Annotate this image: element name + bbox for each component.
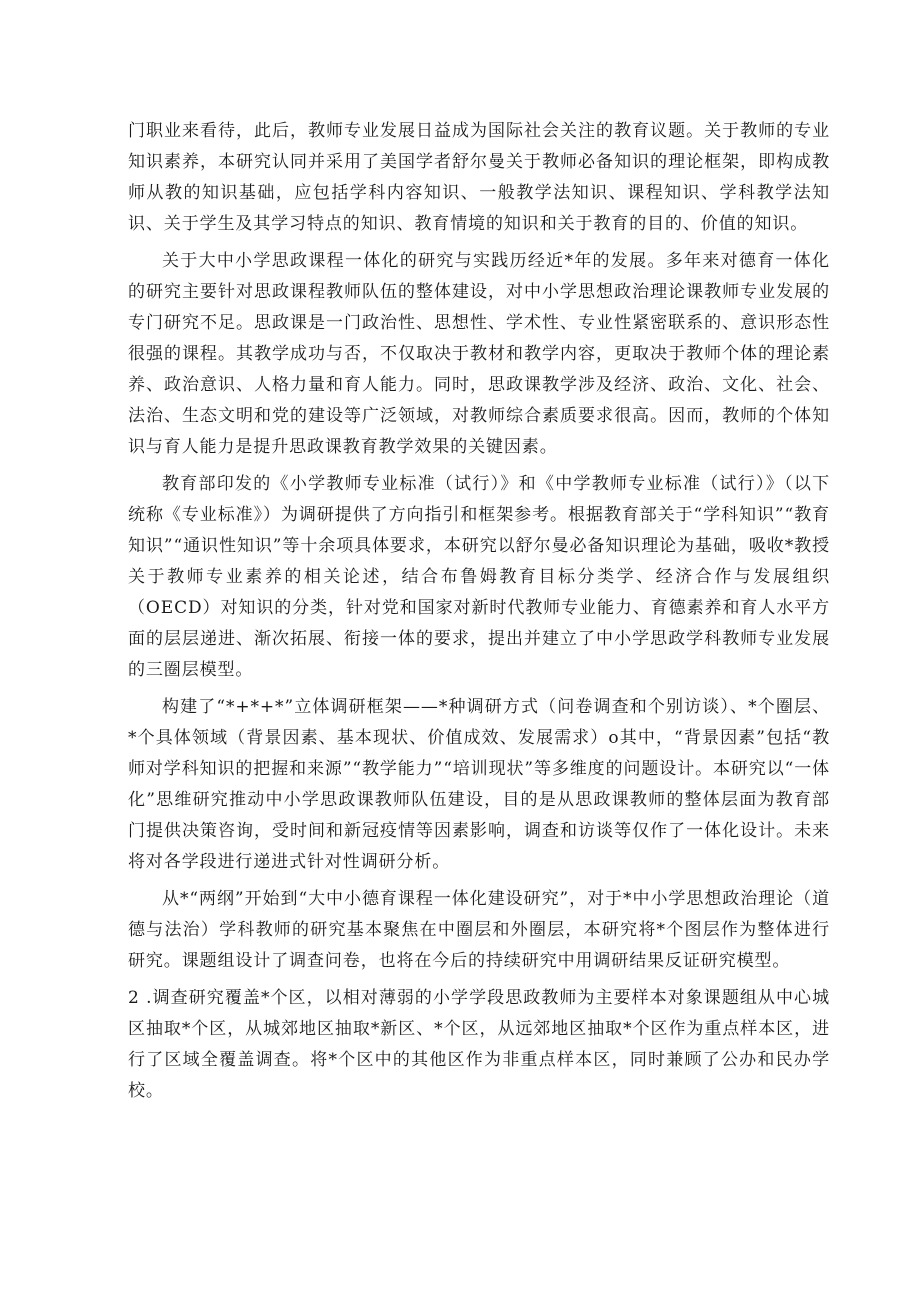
paragraph-survey-framework: 构建了“*+*+*”立体调研框架——*种调研方式（问卷调查和个别访谈）、*个圈层、*个具体领域（背景因素、基本现状、价值成效、发展需求）o其中，“背景因素”包括“教师对学科知识的把握和来源”“教学能力”“培训现状”等多维度的问题设计。本研究以“一体化”思维研究推动中小学思政课教师队伍建设，目的是从思政课教师的整体层面为教育部门提供决策咨询，受时间和新冠疫情等因素影响，调查和访谈等仅作了一体化设计。未来将对各学段进行递进式针对性调研分析。: [128, 697, 830, 872]
paragraph-research-scope: 从*“两纲”开始到“大中小德育课程一体化建设研究”，对于*中小学思想政治理论（道德与法治）学科教师的研究基本聚焦在中圈层和外圈层，本研究将*个图层作为整体进行研究。课题组设计了调查问卷，也将在今后的持续研究中用调研结果反证研究模型。: [128, 889, 830, 971]
paragraph-integration-research: 关于大中小学思政课程一体化的研究与实践历经近*年的发展。多年来对德育一体化的研究主要针对思政课程教师队伍的整体建设，对中小学思想政治理论课教师专业发展的专门研究不足。思政课是一门政治性、思想性、学术性、专业性紧密联系的、意识形态性很强的课程。其教学成功与否，不仅取决于教材和教学内容，更取决于教师个体的理论素养、政治意识、人格力量和育人能力。同时，思政课教学涉及经济、政治、文化、社会、法治、生态文明和党的建设等广泛领域，对教师综合素质要求很高。因而，教师的个体知识与育人能力是提升思政课教育教学效果的关键因素。: [128, 251, 830, 457]
paragraph-continuation: 门职业来看待，此后，教师专业发展日益成为国际社会关注的教育议题。关于教师的专业知识素养，本研究认同并采用了美国学者舒尔曼关于教师必备知识的理论框架，即构成教师从教的知识基础，应包括学科内容知识、一般教学法知识、课程知识、学科教学法知识、关于学生及其学习特点的知识、教育情境的知识和关于教育的目的、价值的知识。: [128, 121, 830, 234]
paragraph-survey-coverage: 2 .调查研究覆盖*个区，以相对薄弱的小学学段思政教师为主要样本对象课题组从中心城区抽取*个区，从城郊地区抽取*新区、*个区，从远郊地区抽取*个区作为重点样本区，进行了区域全覆盖调查。将*个区中的其他区作为非重点样本区，同时兼顾了公办和民办学校。: [128, 988, 830, 1101]
paragraph-professional-standards: 教育部印发的《小学教师专业标准（试行）》和《中学教师专业标准（试行）》（以下统称《专业标准》）为调研提供了方向指引和框架参考。根据教育部关于“学科知识”“教育知识”“通识性知识”等十余项具体要求，本研究以舒尔曼必备知识理论为基础，吸收*教授关于教师专业素养的相关论述，结合布鲁姆教育目标分类学、经济合作与发展组织（OECD）对知识的分类，针对党和国家对新时代教师专业能力、育德素养和育人水平方面的层层递进、渐次拓展、衔接一体的要求，提出并建立了中小学思政学科教师专业发展的三圈层模型。: [128, 474, 830, 680]
document-body: [128, 116, 830, 1113]
